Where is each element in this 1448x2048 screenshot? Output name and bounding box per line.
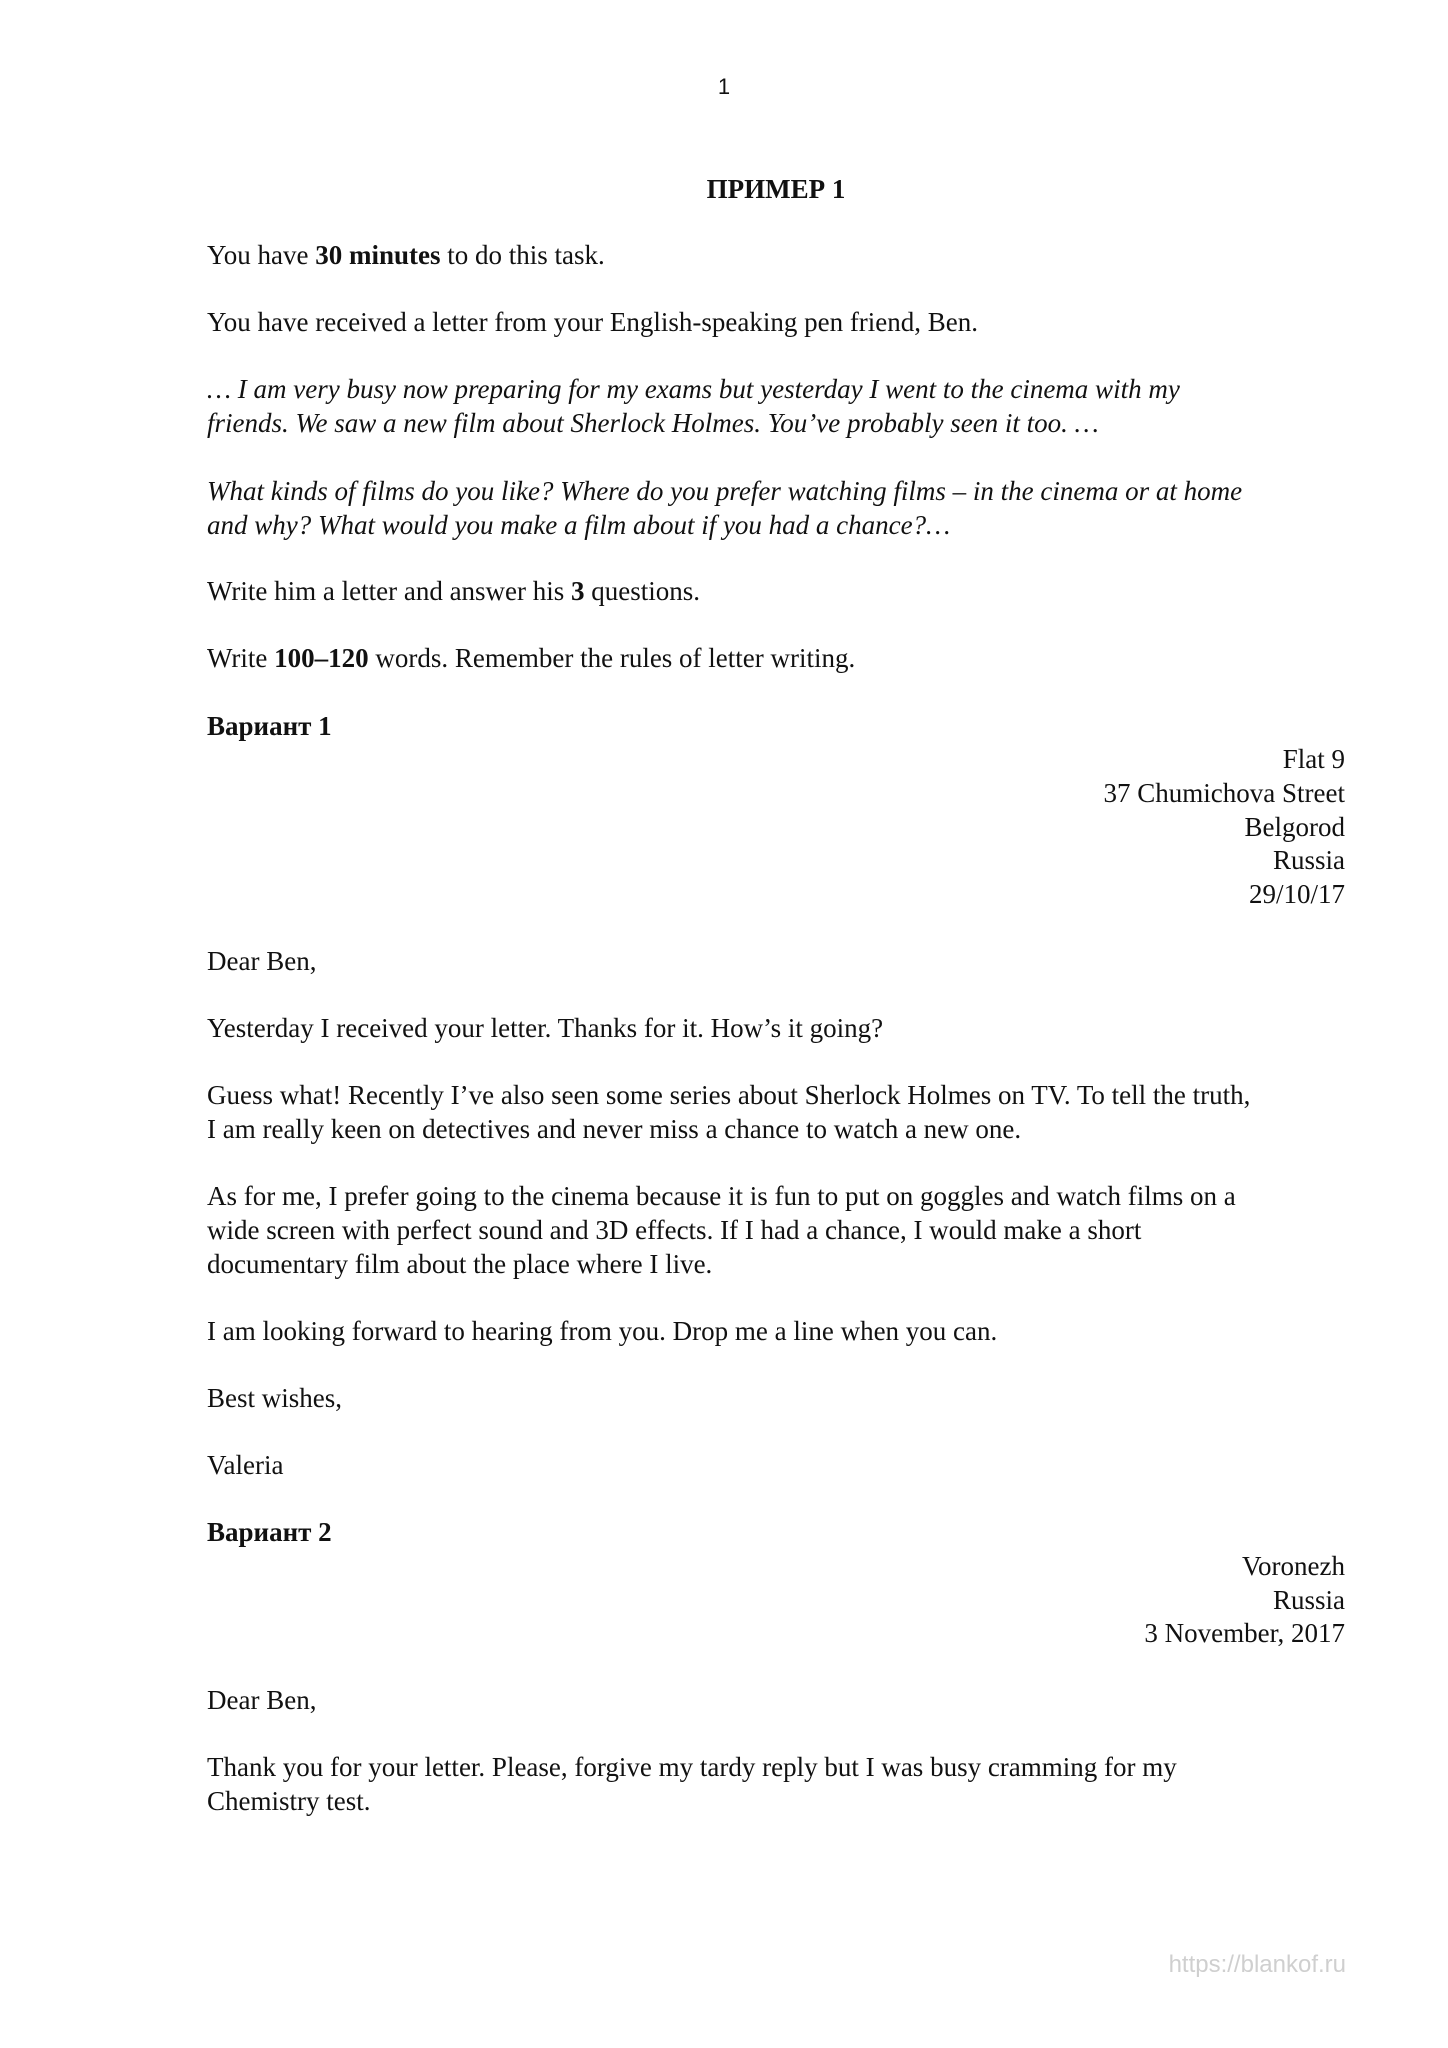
variant-2-label: Вариант 2 bbox=[207, 1517, 332, 1547]
letter-paragraph-line: Chemistry test. bbox=[207, 1786, 371, 1816]
letter-paragraph-line: As for me, I prefer going to the cinema because it is fun to put on goggles and watch films on a bbox=[207, 1181, 1236, 1211]
letter-paragraph: Yesterday I received your letter. Thanks for it. How’s it going? bbox=[207, 1013, 884, 1043]
letter-date: 3 November, 2017 bbox=[1144, 1618, 1345, 1648]
letter-paragraph-line: wide screen with perfect sound and 3D effects. If I had a chance, I would make a short bbox=[207, 1215, 1142, 1245]
letter-paragraph-line: documentary film about the place where I live. bbox=[207, 1249, 713, 1279]
letter-closing: Best wishes, bbox=[207, 1383, 342, 1413]
letter-paragraph-line: Thank you for your letter. Please, forgive my tardy reply but I was busy cramming for my bbox=[207, 1752, 1177, 1782]
watermark-link[interactable]: https://blankof.ru bbox=[1168, 1951, 1346, 1978]
address-line: Russia bbox=[1272, 845, 1345, 875]
page-number: 1 bbox=[717, 74, 731, 99]
letter-greeting: Dear Ben, bbox=[207, 1685, 317, 1715]
address-line: 37 Chumichova Street bbox=[1103, 778, 1345, 808]
task-words-line: Write 100–120 words. Remember the rules of letter writing. bbox=[207, 643, 856, 673]
letter-paragraph: I am looking forward to hearing from you. Drop me a line when you can. bbox=[207, 1316, 998, 1346]
letter-signature: Valeria bbox=[207, 1450, 284, 1480]
letter-date: 29/10/17 bbox=[1248, 879, 1345, 909]
letter-questions-line-1: What kinds of films do you like? Where do you prefer watching films – in the cinema or at home bbox=[207, 476, 1243, 506]
address-line: Flat 9 bbox=[1282, 744, 1345, 774]
variant-1-label: Вариант 1 bbox=[207, 711, 332, 741]
task-time-bold: 30 minutes bbox=[315, 240, 441, 270]
task-answer-line: Write him a letter and answer his 3 questions. bbox=[207, 576, 701, 606]
address-line: Belgorod bbox=[1244, 812, 1345, 842]
letter-excerpt-line-2: friends. We saw a new film about Sherlock Holmes. You’ve probably seen it too. … bbox=[207, 408, 1099, 438]
page-title: ПРИМЕР 1 bbox=[706, 174, 846, 204]
address-line: Russia bbox=[1272, 1585, 1345, 1615]
letter-paragraph-line: Guess what! Recently I’ve also seen some series about Sherlock Holmes on TV. To tell the truth, bbox=[207, 1080, 1251, 1110]
address-line: Voronezh bbox=[1242, 1551, 1345, 1581]
letter-greeting: Dear Ben, bbox=[207, 946, 317, 976]
letter-paragraph-line: I am really keen on detectives and never miss a chance to watch a new one. bbox=[207, 1114, 1022, 1144]
letter-questions-line-2: and why? What would you make a film about if you had a chance?… bbox=[207, 510, 951, 540]
task-time-line: You have 30 minutes to do this task. bbox=[207, 240, 605, 270]
task-received-line: You have received a letter from your English-speaking pen friend, Ben. bbox=[207, 307, 979, 337]
letter-excerpt-line-1: … I am very busy now preparing for my exams but yesterday I went to the cinema with my bbox=[207, 374, 1180, 404]
